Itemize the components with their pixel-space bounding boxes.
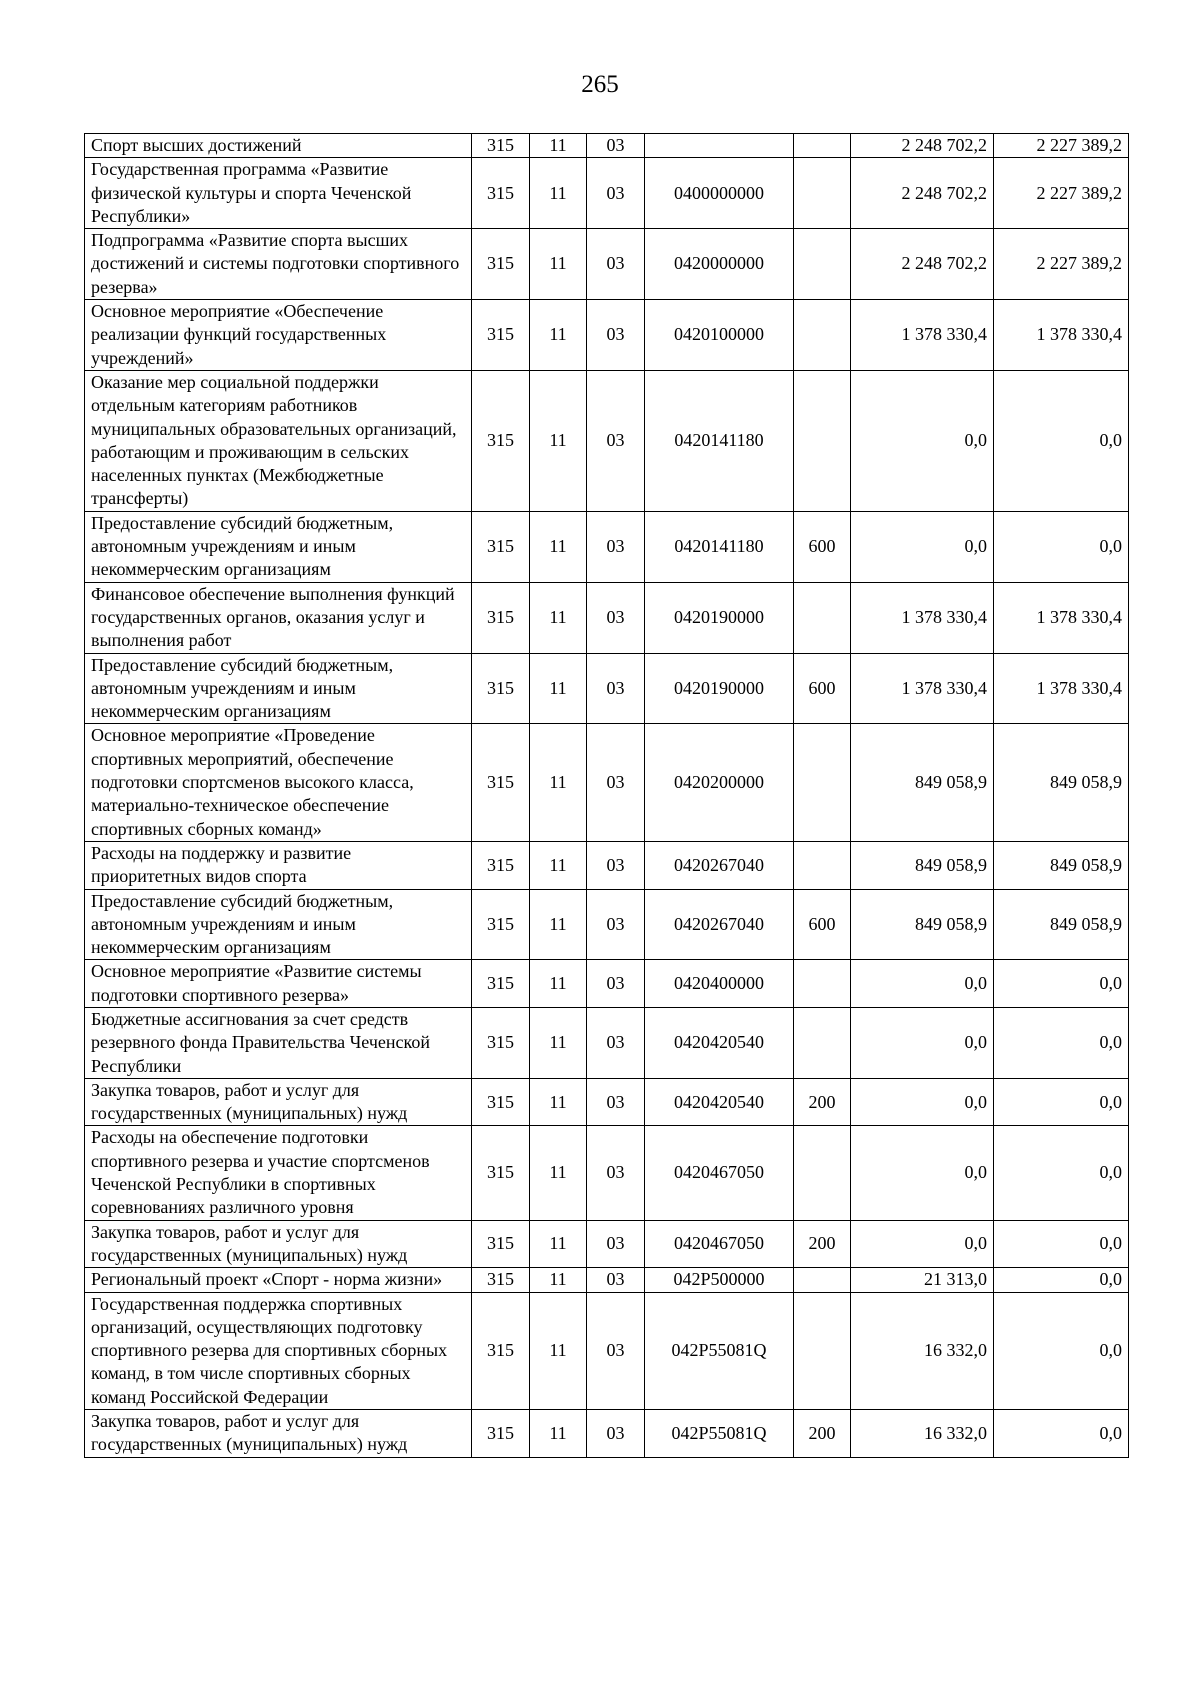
row-name: Предоставление субсидий бюджетным, автономным учреждениям и иным некоммерческим организациям	[85, 653, 472, 724]
row-sum-2: 849 058,9	[994, 889, 1129, 960]
row-vr	[794, 1007, 851, 1078]
row-sum-1: 1 378 330,4	[851, 582, 994, 653]
table-row	[85, 1220, 1129, 1268]
row-name: Бюджетные ассигнования за счет средств резервного фонда Правительства Чеченской Республики	[85, 1007, 472, 1078]
row-pr: 03	[587, 1126, 645, 1220]
table-row	[85, 511, 1129, 582]
row-vr	[794, 724, 851, 841]
row-rz: 11	[530, 1410, 587, 1458]
row-sum-1: 16 332,0	[851, 1410, 994, 1458]
row-gr: 315	[472, 1220, 530, 1268]
row-sum-2: 849 058,9	[994, 841, 1129, 889]
table-row	[85, 134, 1129, 158]
row-sum-1: 21 313,0	[851, 1268, 994, 1292]
row-vr: 200	[794, 1410, 851, 1458]
row-sum-2: 0,0	[994, 1292, 1129, 1409]
row-csr: 0420100000	[645, 300, 794, 371]
row-csr: 042P55081Q	[645, 1410, 794, 1458]
row-gr: 315	[472, 1007, 530, 1078]
row-csr: 0420267040	[645, 841, 794, 889]
row-name: Оказание мер социальной поддержки отдельным категориям работников муниципальных образовательных организаций, работающим и проживающим в сельских населенных пунктах (Межбюджетные трансферты)	[85, 370, 472, 511]
row-pr: 03	[587, 724, 645, 841]
budget-table-body	[85, 134, 1129, 1458]
row-rz: 11	[530, 511, 587, 582]
row-vr	[794, 134, 851, 158]
row-csr: 0420400000	[645, 960, 794, 1008]
row-name: Государственная поддержка спортивных организаций, осуществляющих подготовку спортивного резерва для спортивных сборных команд, в том числе спортивных сборных команд Российской Федерации	[85, 1292, 472, 1409]
row-rz: 11	[530, 653, 587, 724]
table-row	[85, 653, 1129, 724]
row-sum-1: 1 378 330,4	[851, 300, 994, 371]
row-gr: 315	[472, 229, 530, 300]
row-name: Расходы на обеспечение подготовки спортивного резерва и участие спортсменов Чеченской Республики в спортивных соревнованиях различного уровня	[85, 1126, 472, 1220]
table-row	[85, 370, 1129, 511]
row-csr: 0420190000	[645, 582, 794, 653]
row-pr: 03	[587, 1007, 645, 1078]
row-sum-2: 849 058,9	[994, 724, 1129, 841]
row-gr: 315	[472, 1410, 530, 1458]
row-sum-1: 849 058,9	[851, 889, 994, 960]
row-sum-1: 16 332,0	[851, 1292, 994, 1409]
table-row	[85, 1292, 1129, 1409]
row-rz: 11	[530, 582, 587, 653]
row-csr: 0420141180	[645, 370, 794, 511]
row-gr: 315	[472, 889, 530, 960]
row-pr: 03	[587, 1410, 645, 1458]
row-sum-2: 0,0	[994, 1126, 1129, 1220]
row-gr: 315	[472, 841, 530, 889]
row-vr: 200	[794, 1078, 851, 1126]
row-pr: 03	[587, 889, 645, 960]
row-gr: 315	[472, 1126, 530, 1220]
row-rz: 11	[530, 370, 587, 511]
row-sum-2: 0,0	[994, 511, 1129, 582]
row-sum-1: 0,0	[851, 1220, 994, 1268]
row-csr: 0420467050	[645, 1220, 794, 1268]
row-csr: 0420190000	[645, 653, 794, 724]
row-sum-1: 0,0	[851, 1126, 994, 1220]
row-name: Основное мероприятие «Проведение спортивных мероприятий, обеспечение подготовки спортсменов высокого класса, материально-техническое обеспечение спортивных сборных команд»	[85, 724, 472, 841]
row-vr: 200	[794, 1220, 851, 1268]
table-row	[85, 960, 1129, 1008]
row-sum-1: 849 058,9	[851, 724, 994, 841]
row-name: Спорт высших достижений	[85, 134, 472, 158]
row-sum-1: 1 378 330,4	[851, 653, 994, 724]
row-csr: 0420267040	[645, 889, 794, 960]
row-pr: 03	[587, 582, 645, 653]
row-gr: 315	[472, 960, 530, 1008]
row-csr: 0420000000	[645, 229, 794, 300]
row-rz: 11	[530, 1007, 587, 1078]
row-rz: 11	[530, 889, 587, 960]
row-vr	[794, 841, 851, 889]
row-vr	[794, 1126, 851, 1220]
row-sum-2: 1 378 330,4	[994, 300, 1129, 371]
row-name: Предоставление субсидий бюджетным, автономным учреждениям и иным некоммерческим организациям	[85, 889, 472, 960]
row-gr: 315	[472, 511, 530, 582]
row-rz: 11	[530, 841, 587, 889]
row-sum-1: 0,0	[851, 960, 994, 1008]
row-sum-2: 2 227 389,2	[994, 229, 1129, 300]
row-csr	[645, 134, 794, 158]
row-sum-1: 0,0	[851, 511, 994, 582]
row-pr: 03	[587, 653, 645, 724]
row-sum-2: 0,0	[994, 1268, 1129, 1292]
row-gr: 315	[472, 134, 530, 158]
row-gr: 315	[472, 370, 530, 511]
row-rz: 11	[530, 158, 587, 229]
row-sum-1: 0,0	[851, 370, 994, 511]
row-gr: 315	[472, 1078, 530, 1126]
row-vr	[794, 960, 851, 1008]
table-row	[85, 229, 1129, 300]
row-name: Основное мероприятие «Обеспечение реализации функций государственных учреждений»	[85, 300, 472, 371]
row-rz: 11	[530, 134, 587, 158]
row-sum-2: 2 227 389,2	[994, 158, 1129, 229]
row-vr: 600	[794, 511, 851, 582]
row-gr: 315	[472, 653, 530, 724]
table-row	[85, 841, 1129, 889]
page-number: 265	[581, 71, 619, 98]
row-gr: 315	[472, 582, 530, 653]
row-rz: 11	[530, 1292, 587, 1409]
row-pr: 03	[587, 1268, 645, 1292]
row-csr: 042P55081Q	[645, 1292, 794, 1409]
row-pr: 03	[587, 370, 645, 511]
row-vr: 600	[794, 889, 851, 960]
row-sum-1: 2 248 702,2	[851, 229, 994, 300]
row-rz: 11	[530, 1078, 587, 1126]
row-vr	[794, 300, 851, 371]
row-rz: 11	[530, 1220, 587, 1268]
row-sum-2: 0,0	[994, 1410, 1129, 1458]
table-row	[85, 1410, 1129, 1458]
row-pr: 03	[587, 300, 645, 371]
row-csr: 0420420540	[645, 1007, 794, 1078]
row-rz: 11	[530, 1268, 587, 1292]
table-row	[85, 300, 1129, 371]
row-rz: 11	[530, 960, 587, 1008]
row-name: Финансовое обеспечение выполнения функций государственных органов, оказания услуг и выполнения работ	[85, 582, 472, 653]
table-row	[85, 1268, 1129, 1292]
row-pr: 03	[587, 158, 645, 229]
row-name: Предоставление субсидий бюджетным, автономным учреждениям и иным некоммерческим организациям	[85, 511, 472, 582]
row-pr: 03	[587, 229, 645, 300]
row-name: Региональный проект «Спорт - норма жизни»	[85, 1268, 472, 1292]
table-row	[85, 1078, 1129, 1126]
row-sum-1: 0,0	[851, 1078, 994, 1126]
row-csr: 0420200000	[645, 724, 794, 841]
row-vr	[794, 158, 851, 229]
row-sum-2: 0,0	[994, 1007, 1129, 1078]
row-name: Закупка товаров, работ и услуг для государственных (муниципальных) нужд	[85, 1220, 472, 1268]
row-csr: 0420420540	[645, 1078, 794, 1126]
table-row	[85, 724, 1129, 841]
row-pr: 03	[587, 841, 645, 889]
row-pr: 03	[587, 960, 645, 1008]
row-gr: 315	[472, 300, 530, 371]
row-rz: 11	[530, 300, 587, 371]
row-name: Основное мероприятие «Развитие системы подготовки спортивного резерва»	[85, 960, 472, 1008]
row-name: Расходы на поддержку и развитие приоритетных видов спорта	[85, 841, 472, 889]
row-gr: 315	[472, 1292, 530, 1409]
row-pr: 03	[587, 1292, 645, 1409]
row-pr: 03	[587, 1220, 645, 1268]
table-row	[85, 1126, 1129, 1220]
row-vr	[794, 1292, 851, 1409]
row-gr: 315	[472, 1268, 530, 1292]
row-vr: 600	[794, 653, 851, 724]
row-sum-1: 2 248 702,2	[851, 134, 994, 158]
row-sum-2: 0,0	[994, 1220, 1129, 1268]
row-csr: 0420141180	[645, 511, 794, 582]
row-sum-1: 849 058,9	[851, 841, 994, 889]
table-row	[85, 158, 1129, 229]
row-vr	[794, 1268, 851, 1292]
row-sum-2: 0,0	[994, 1078, 1129, 1126]
row-csr: 0400000000	[645, 158, 794, 229]
row-vr	[794, 582, 851, 653]
row-gr: 315	[472, 724, 530, 841]
row-gr: 315	[472, 158, 530, 229]
row-sum-2: 1 378 330,4	[994, 653, 1129, 724]
row-pr: 03	[587, 1078, 645, 1126]
table-row	[85, 889, 1129, 960]
row-vr	[794, 229, 851, 300]
row-sum-2: 2 227 389,2	[994, 134, 1129, 158]
table-row	[85, 582, 1129, 653]
row-sum-2: 0,0	[994, 960, 1129, 1008]
row-sum-1: 2 248 702,2	[851, 158, 994, 229]
row-csr: 042P500000	[645, 1268, 794, 1292]
row-sum-2: 1 378 330,4	[994, 582, 1129, 653]
row-sum-1: 0,0	[851, 1007, 994, 1078]
row-sum-2: 0,0	[994, 370, 1129, 511]
table-row	[85, 1007, 1129, 1078]
row-pr: 03	[587, 511, 645, 582]
row-name: Закупка товаров, работ и услуг для государственных (муниципальных) нужд	[85, 1078, 472, 1126]
budget-table	[84, 133, 1129, 1458]
row-rz: 11	[530, 724, 587, 841]
row-rz: 11	[530, 1126, 587, 1220]
row-name: Закупка товаров, работ и услуг для государственных (муниципальных) нужд	[85, 1410, 472, 1458]
row-name: Подпрограмма «Развитие спорта высших достижений и системы подготовки спортивного резерва»	[85, 229, 472, 300]
row-rz: 11	[530, 229, 587, 300]
row-csr: 0420467050	[645, 1126, 794, 1220]
row-vr	[794, 370, 851, 511]
row-pr: 03	[587, 134, 645, 158]
row-name: Государственная программа «Развитие физической культуры и спорта Чеченской Республики»	[85, 158, 472, 229]
